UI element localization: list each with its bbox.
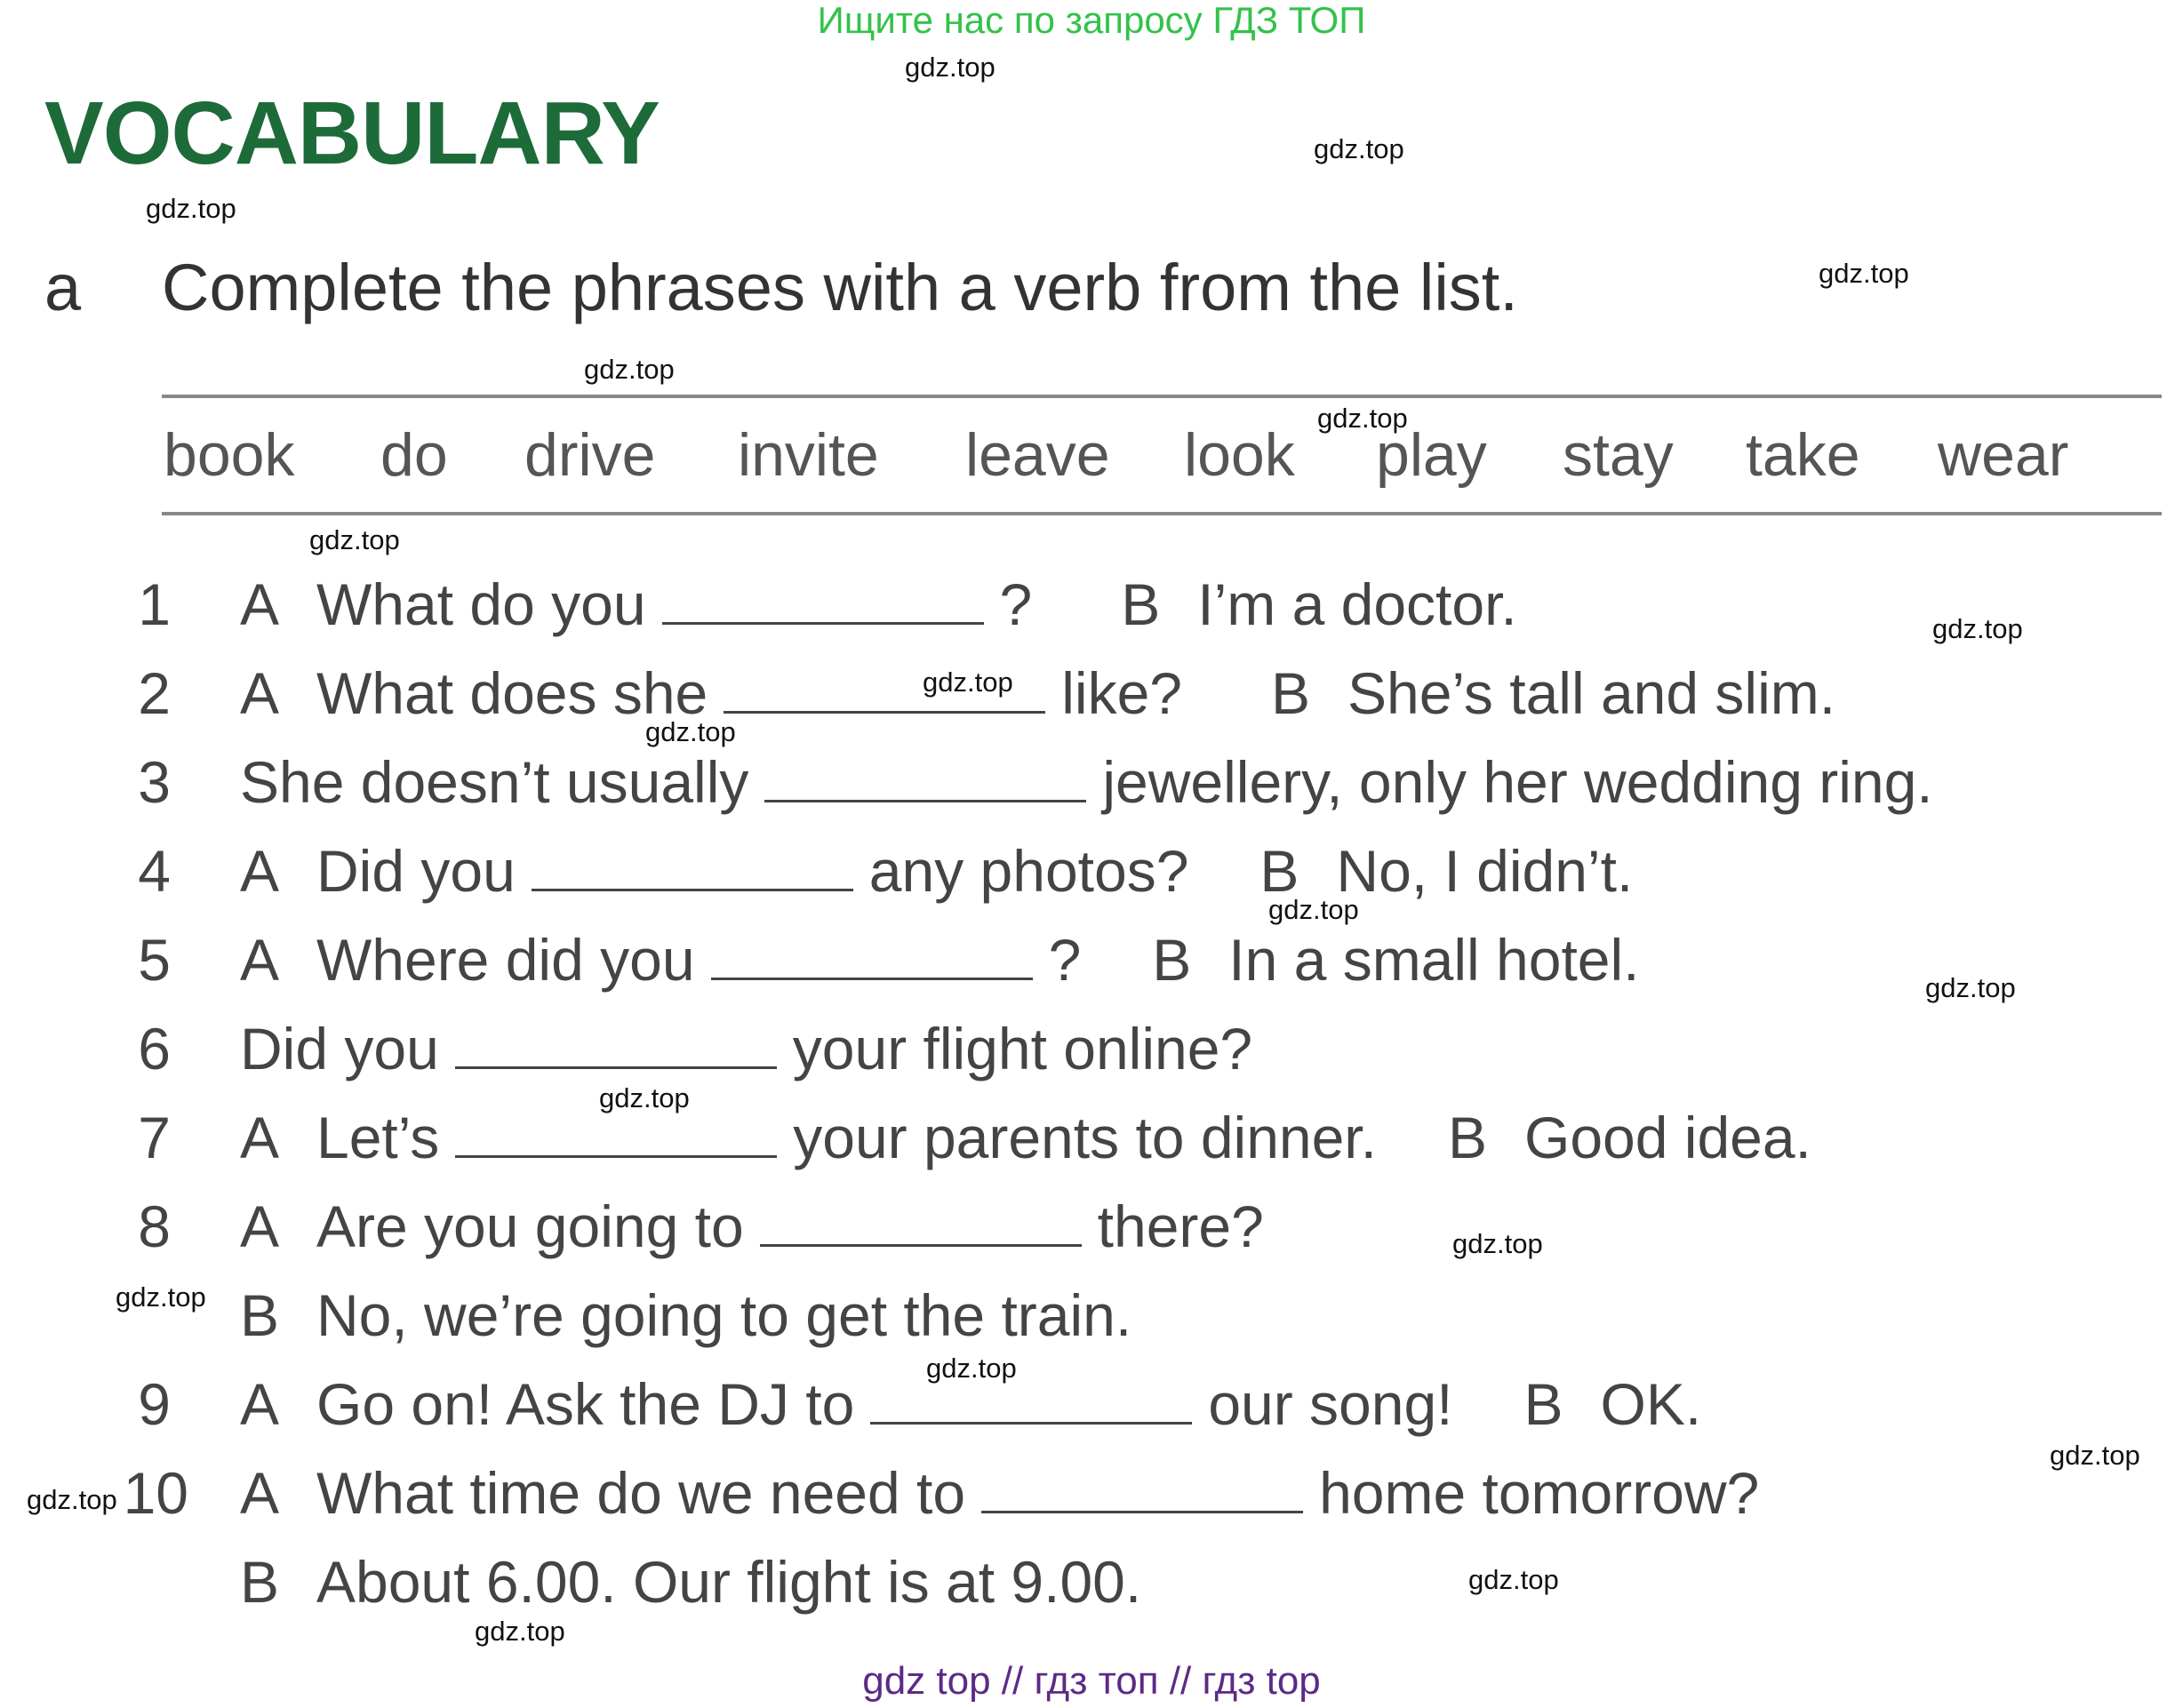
item-number: 3 — [138, 749, 171, 815]
exercise-item: A What does she like? B She’s tall and slim. — [240, 660, 1836, 726]
answer-blank[interactable] — [711, 972, 1033, 980]
word-list-top-rule — [162, 395, 2162, 398]
item-number: 7 — [138, 1105, 171, 1170]
answer-blank[interactable] — [455, 1061, 777, 1069]
item-number: 10 — [123, 1460, 188, 1526]
watermark: gdz.top — [1452, 1228, 1543, 1259]
task-letter: a — [44, 251, 82, 324]
word-list-item: play — [1376, 421, 1487, 489]
watermark: gdz.top — [1317, 403, 1408, 434]
watermark: gdz.top — [1932, 613, 2023, 644]
exercise-item: A Go on! Ask the DJ to our song! B OK. — [240, 1371, 1702, 1437]
answer-blank[interactable] — [455, 1150, 777, 1158]
item-number: 2 — [138, 660, 171, 726]
word-list-item: invite — [738, 421, 879, 489]
exercise-item: A Where did you ? B In a small hotel. — [240, 927, 1640, 993]
watermark: gdz.top — [645, 716, 736, 747]
watermark: gdz.top — [1925, 972, 2016, 1003]
word-list-item: book — [164, 421, 295, 489]
word-list-item: take — [1746, 421, 1860, 489]
watermark: gdz.top — [923, 666, 1013, 698]
exercise-item: Did you your flight online? — [240, 1016, 1253, 1081]
section-title: VOCABULARY — [44, 84, 660, 183]
watermark: gdz.top — [584, 354, 675, 385]
watermark: gdz.top — [27, 1484, 117, 1515]
exercise-item: A Are you going to there? — [240, 1193, 1264, 1259]
item-number: 4 — [138, 838, 171, 904]
watermark: gdz.top — [1468, 1564, 1559, 1595]
word-list-item: look — [1184, 421, 1295, 489]
word-list-item: wear — [1938, 421, 2069, 489]
watermark: gdz.top — [146, 193, 236, 224]
watermark: gdz.top — [116, 1281, 206, 1313]
word-list-item: drive — [524, 421, 656, 489]
watermark: gdz.top — [309, 524, 400, 555]
watermark: gdz.top — [1268, 894, 1359, 925]
watermark: gdz.top — [1819, 258, 1909, 289]
watermark: gdz.top — [475, 1616, 565, 1647]
exercise-item: A What do you ? B I’m a doctor. — [240, 571, 1517, 637]
watermark: gdz.top — [2050, 1440, 2140, 1471]
task-instruction: Complete the phrases with a verb from the list. — [162, 251, 1518, 324]
item-number: 6 — [138, 1016, 171, 1081]
word-list-bottom-rule — [162, 512, 2162, 515]
watermark: gdz.top — [905, 52, 996, 83]
exercise-item: A Did you any photos? B No, I didn’t. — [240, 838, 1634, 904]
answer-blank[interactable] — [764, 794, 1086, 802]
answer-blank[interactable] — [870, 1417, 1192, 1425]
footer-watermark: gdz top // гдз топ // гдз top — [862, 1659, 1321, 1703]
word-list-item: stay — [1563, 421, 1674, 489]
exercise-item-reply: B No, we’re going to get the train. — [240, 1282, 1132, 1348]
watermark: gdz.top — [926, 1353, 1017, 1384]
answer-blank[interactable] — [724, 706, 1045, 714]
top-banner: Ищите нас по запросу ГДЗ ТОП — [817, 0, 1366, 41]
item-number: 8 — [138, 1193, 171, 1259]
answer-blank[interactable] — [981, 1505, 1303, 1513]
exercise-item: A What time do we need to home tomorrow? — [240, 1460, 1760, 1526]
watermark: gdz.top — [1314, 133, 1404, 164]
item-number: 1 — [138, 571, 171, 637]
answer-blank[interactable] — [760, 1239, 1082, 1247]
exercise-item: She doesn’t usually jewellery, only her wedding ring. — [240, 749, 1933, 815]
exercise-item: A Let’s your parents to dinner. B Good idea. — [240, 1105, 1811, 1170]
answer-blank[interactable] — [532, 883, 853, 891]
word-list-item: leave — [965, 421, 1110, 489]
item-number: 9 — [138, 1371, 171, 1437]
answer-blank[interactable] — [662, 617, 984, 625]
item-number: 5 — [138, 927, 171, 993]
word-list-item: do — [380, 421, 448, 489]
exercise-item-reply: B About 6.00. Our flight is at 9.00. — [240, 1549, 1142, 1615]
watermark: gdz.top — [599, 1082, 690, 1113]
